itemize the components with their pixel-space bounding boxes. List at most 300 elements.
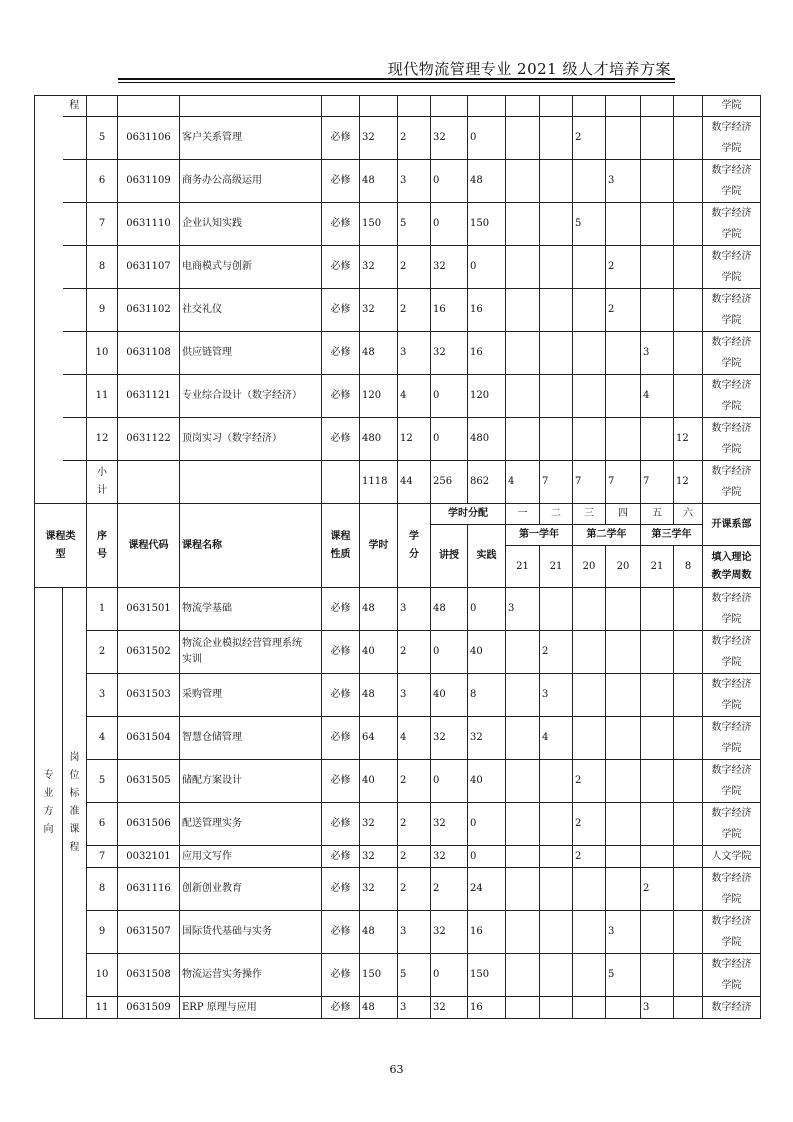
course-hours: 48 [360,997,398,1019]
header-lecture: 讲授 [431,525,468,588]
course-hours: 480 [360,418,398,461]
course-code: 0631110 [118,203,180,246]
course-hours: 48 [360,588,398,631]
header-semester: 五 [641,504,674,525]
table-row [35,803,761,846]
semester-6-hours [674,117,703,160]
course-type: 必修 [322,803,360,846]
table-row [35,674,761,717]
header-code: 课程代码 [118,504,180,588]
semester-3-hours [573,674,606,717]
semester-1-hours [506,997,540,1019]
practice-hours: 40 [468,631,506,674]
semester-2-hours [540,868,573,911]
dept-cell [703,375,761,418]
semester-2-hours [540,117,573,160]
dept-line: 学院 [721,743,742,754]
semester-2-hours [540,954,573,997]
course-name: ERP 原理与应用 [180,997,322,1019]
course-code: 0631505 [118,760,180,803]
semester-6-hours [674,846,703,868]
semester-5-hours [641,803,674,846]
semester-1-hours [506,203,540,246]
course-type: 必修 [322,954,360,997]
course-code: 0631508 [118,954,180,997]
semester-5-hours: 2 [641,868,674,911]
semester-6-hours [674,997,703,1019]
dept-cell [703,289,761,332]
semester-3-hours [573,997,606,1019]
semester-5-hours [641,717,674,760]
dept-cell [703,631,761,674]
header-semester: 六 [674,504,703,525]
course-name: 供应链管理 [180,332,322,375]
course-hours: 48 [360,332,398,375]
header-nature: 课程 性质 [322,504,360,588]
lecture-hours: 48 [431,588,468,631]
course-credits: 2 [398,846,431,868]
course-code: 0631109 [118,160,180,203]
course-type: 必修 [322,203,360,246]
semester-4-hours [606,332,641,375]
course-type: 必修 [322,160,360,203]
semester-4-hours [606,588,641,631]
semester-6-hours [674,203,703,246]
semester-3-hours: 2 [573,803,606,846]
course-type: 必修 [322,868,360,911]
practice-hours: 0 [468,803,506,846]
category-cell-sub [63,203,87,246]
header-distribution: 学时分配 [431,504,506,525]
semester-5-hours [641,760,674,803]
semester-4-hours: 5 [606,954,641,997]
lecture-hours: 40 [431,674,468,717]
semester-6-hours: 12 [674,418,703,461]
lecture-hours: 32 [431,911,468,954]
semester-6-hours [674,375,703,418]
lecture-hours: 0 [431,375,468,418]
semester-2-hours [540,160,573,203]
course-credits: 3 [398,588,431,631]
semester-2-hours [540,911,573,954]
dept-line: 数字经济 [711,636,752,647]
course-hours: 150 [360,954,398,997]
course-code: 0631504 [118,717,180,760]
semester-1-hours [506,868,540,911]
semester-5-hours [641,588,674,631]
course-code [118,461,180,504]
subtotal-s4: 7 [606,461,641,504]
semester-2-hours [540,289,573,332]
course-credits: 12 [398,418,431,461]
course-type: 必修 [322,717,360,760]
table-row [35,717,761,760]
course-credits: 2 [398,868,431,911]
table-row [35,631,761,674]
course-hours: 32 [360,803,398,846]
course-credits: 3 [398,160,431,203]
semester-6-hours [674,246,703,289]
semester-5-hours: 3 [641,332,674,375]
course-code: 0631102 [118,289,180,332]
dept-cell [703,160,761,203]
course-credits: 2 [398,760,431,803]
dept-line: 学院 [721,401,742,412]
course-type: 必修 [322,375,360,418]
subtotal-s1: 4 [506,461,540,504]
header-semester: 二 [540,504,573,525]
semester-3-hours [573,375,606,418]
row-number: 8 [87,246,118,289]
semester-4-hours [606,717,641,760]
semester-5-hours: 3 [641,997,674,1019]
top-section-body [35,96,761,504]
dept-cell [703,246,761,289]
dept-line: 数字经济 [711,916,752,927]
course-code: 0631106 [118,117,180,160]
header-semester: 三 [573,504,606,525]
dept-line: 学院 [721,487,742,498]
table-row [35,997,761,1019]
row-number: 10 [87,332,118,375]
row-number: 5 [87,117,118,160]
semester-6-hours [674,717,703,760]
semester-1-hours [506,160,540,203]
semester-3-hours [573,717,606,760]
header-weeks: 21 [641,546,674,588]
table-row [35,588,761,631]
course-credits: 3 [398,332,431,375]
table-row [35,911,761,954]
practice-hours: 150 [468,954,506,997]
course-type: 必修 [322,631,360,674]
row-number: 2 [87,631,118,674]
semester-4-hours: 3 [606,911,641,954]
semester-6-hours [674,289,703,332]
semester-3-hours: 2 [573,846,606,868]
table-row [35,760,761,803]
lecture-hours: 32 [431,846,468,868]
course-code: 0631503 [118,674,180,717]
course-hours: 48 [360,674,398,717]
table-row [35,203,761,246]
semester-5-hours [641,117,674,160]
course-code: 0631507 [118,911,180,954]
category-label: 专 业 方 向 [35,588,63,1019]
lecture-hours: 32 [431,803,468,846]
course-code: 0631506 [118,803,180,846]
lecture-hours: 32 [431,997,468,1019]
course-name: 智慧仓储管理 [180,717,322,760]
semester-1-hours [506,117,540,160]
row-number: 8 [87,868,118,911]
row-number: 12 [87,418,118,461]
dept-line: 数字经济 [711,466,752,477]
bottom-section-body [35,588,761,1019]
semester-6-hours [674,631,703,674]
dept-cell [703,997,761,1019]
category-cell [35,96,63,504]
semester-1-hours [506,246,540,289]
practice-hours: 0 [468,246,506,289]
subtotal-row [35,461,761,504]
category-cell-sub [63,117,87,160]
course-name: 企业认知实践 [180,203,322,246]
semester-2-hours [540,375,573,418]
course-hours: 48 [360,911,398,954]
course-code: 0631107 [118,246,180,289]
course-credits: 2 [398,803,431,846]
dept-cell [703,954,761,997]
course-name: 商务办公高级运用 [180,160,322,203]
semester-5-hours [641,674,674,717]
practice-hours: 0 [468,846,506,868]
dept-line: 数字经济 [711,1002,752,1013]
semester-2-hours [540,803,573,846]
header-semester: 一 [506,504,540,525]
course-hours: 32 [360,246,398,289]
course-name: 物流运营实务操作 [180,954,322,997]
practice-hours: 32 [468,717,506,760]
semester-5-hours [641,911,674,954]
semester-5-hours [641,246,674,289]
subtotal-s3: 7 [573,461,606,504]
dept-line: 数字经济 [711,765,752,776]
semester-1-hours [506,375,540,418]
semester-4-hours [606,760,641,803]
course-type: 必修 [322,332,360,375]
semester-1-hours [506,803,540,846]
row-number: 9 [87,911,118,954]
semester-3-hours: 2 [573,760,606,803]
semester-6-hours [674,760,703,803]
header-weeks: 8 [674,546,703,588]
semester-4-hours [606,375,641,418]
dept-line: 学院 [721,444,742,455]
subcategory-label: 岗 位 标 准 课 程 [63,588,87,1019]
course-code: 0631502 [118,631,180,674]
course-type: 必修 [322,418,360,461]
semester-6-hours [674,911,703,954]
course-hours: 40 [360,631,398,674]
dept-line: 数字经济 [711,251,752,262]
dept-line: 学院 [721,186,742,197]
header-dept: 开课系部 [703,504,761,546]
subtotal-s2: 7 [540,461,573,504]
semester-2-hours [540,246,573,289]
row-number: 11 [87,375,118,418]
course-hours: 32 [360,846,398,868]
category-cell-sub [63,375,87,418]
semester-2-hours [540,332,573,375]
table-row [35,418,761,461]
practice-hours: 16 [468,289,506,332]
semester-5-hours [641,203,674,246]
header-year: 第一学年 [506,525,573,546]
semester-3-hours [573,911,606,954]
header-semester: 四 [606,504,641,525]
header-weeks: 20 [606,546,641,588]
subtotal-lecture: 256 [431,461,468,504]
course-hours: 64 [360,717,398,760]
semester-6-hours [674,803,703,846]
dept-cell [703,846,761,868]
practice-hours: 480 [468,418,506,461]
header-row-1 [35,504,761,525]
lecture-hours: 0 [431,760,468,803]
course-type: 必修 [322,997,360,1019]
practice-hours: 16 [468,332,506,375]
header-practice: 实践 [468,525,506,588]
header-credits: 学 分 [398,504,431,588]
row-number: 4 [87,717,118,760]
course-credits: 2 [398,631,431,674]
semester-3-hours [573,289,606,332]
semester-2-hours [540,997,573,1019]
lecture-hours: 0 [431,954,468,997]
course-hours: 48 [360,160,398,203]
subtotal-credits: 44 [398,461,431,504]
dept-line: 数字经济 [711,294,752,305]
semester-5-hours [641,954,674,997]
category-cell-sub [63,461,87,504]
header-rule-thick [118,78,675,80]
table-row [35,375,761,418]
document-header-title: 现代物流管理专业 2021 级人才培养方案 [387,60,671,78]
course-hours: 120 [360,375,398,418]
page-number: 63 [389,1063,404,1076]
practice-hours: 24 [468,868,506,911]
dept-cell [703,717,761,760]
course-name: 国际货代基础与实务 [180,911,322,954]
course-code: 0631509 [118,997,180,1019]
header-rule-thin [118,82,675,83]
dept-line: 学院 [721,315,742,326]
subtotal-s6: 12 [674,461,703,504]
category-cell-sub [63,418,87,461]
course-credits: 4 [398,375,431,418]
course-code: 0631501 [118,588,180,631]
practice-hours: 48 [468,160,506,203]
dept-cell [703,588,761,631]
semester-1-hours [506,418,540,461]
dept-cell [703,117,761,160]
dept-line: 数字经济 [711,959,752,970]
row-number: 6 [87,803,118,846]
semester-2-hours [540,203,573,246]
header-category: 课程类 型 [35,504,87,588]
course-credits: 4 [398,717,431,760]
course-name: 采购管理 [180,674,322,717]
dept-line: 数字经济 [711,873,752,884]
course-credits: 5 [398,203,431,246]
course-code: 0032101 [118,846,180,868]
header-weeks: 21 [506,546,540,588]
semester-5-hours [641,160,674,203]
header-weeks-label: 填入理论 教学周数 [703,546,761,588]
course-name: 配送管理实务 [180,803,322,846]
semester-1-hours [506,846,540,868]
practice-hours: 16 [468,997,506,1019]
course-type [322,461,360,504]
subtotal-practice: 862 [468,461,506,504]
course-type: 必修 [322,674,360,717]
lecture-hours: 32 [431,717,468,760]
row-number: 6 [87,160,118,203]
dept-line: 数字经济 [711,722,752,733]
semester-1-hours [506,631,540,674]
course-type: 必修 [322,117,360,160]
category-cell-sub [63,160,87,203]
course-hours: 40 [360,760,398,803]
dept-cell [703,868,761,911]
course-name: 社交礼仪 [180,289,322,332]
semester-1-hours [506,911,540,954]
header-name: 课程名称 [180,504,322,588]
semester-6-hours [674,332,703,375]
category-cell-sub [63,332,87,375]
course-hours: 32 [360,117,398,160]
course-code: 0631108 [118,332,180,375]
lecture-hours: 0 [431,418,468,461]
subtotal-label: 小 计 [87,461,118,504]
row-number: 9 [87,289,118,332]
lecture-hours: 16 [431,289,468,332]
semester-4-hours [606,803,641,846]
semester-6-hours [674,160,703,203]
course-name: 客户关系管理 [180,117,322,160]
dept-line: 数字经济 [711,808,752,819]
dept-line: 学院 [721,657,742,668]
row-number: 7 [87,203,118,246]
course-credits: 3 [398,911,431,954]
dept-line: 学院 [721,700,742,711]
course-credits: 2 [398,246,431,289]
practice-hours: 16 [468,911,506,954]
dept-cell [703,760,761,803]
dept-line: 学院 [721,786,742,797]
course-type: 必修 [322,246,360,289]
lecture-hours: 0 [431,203,468,246]
row-number: 10 [87,954,118,997]
dept-line: 数字经济 [711,380,752,391]
dept-line: 学院 [721,980,742,991]
header-no: 序 号 [87,504,118,588]
row-number: 11 [87,997,118,1019]
subtotal-hours: 1118 [360,461,398,504]
table-row [35,332,761,375]
course-hours: 150 [360,203,398,246]
course-type: 必修 [322,588,360,631]
lecture-hours: 32 [431,246,468,289]
lecture-hours: 0 [431,631,468,674]
table-row [35,868,761,911]
course-hours: 32 [360,868,398,911]
lecture-hours: 32 [431,117,468,160]
semester-6-hours [674,674,703,717]
semester-5-hours [641,631,674,674]
category-cell-sub [63,246,87,289]
course-code: 0631116 [118,868,180,911]
dept-line: 数字经济 [711,423,752,434]
practice-hours: 8 [468,674,506,717]
lecture-hours: 2 [431,868,468,911]
header-weeks: 21 [540,546,573,588]
dept-line: 数字经济 [711,679,752,690]
semester-5-hours [641,289,674,332]
semester-2-hours [540,760,573,803]
semester-1-hours [506,289,540,332]
